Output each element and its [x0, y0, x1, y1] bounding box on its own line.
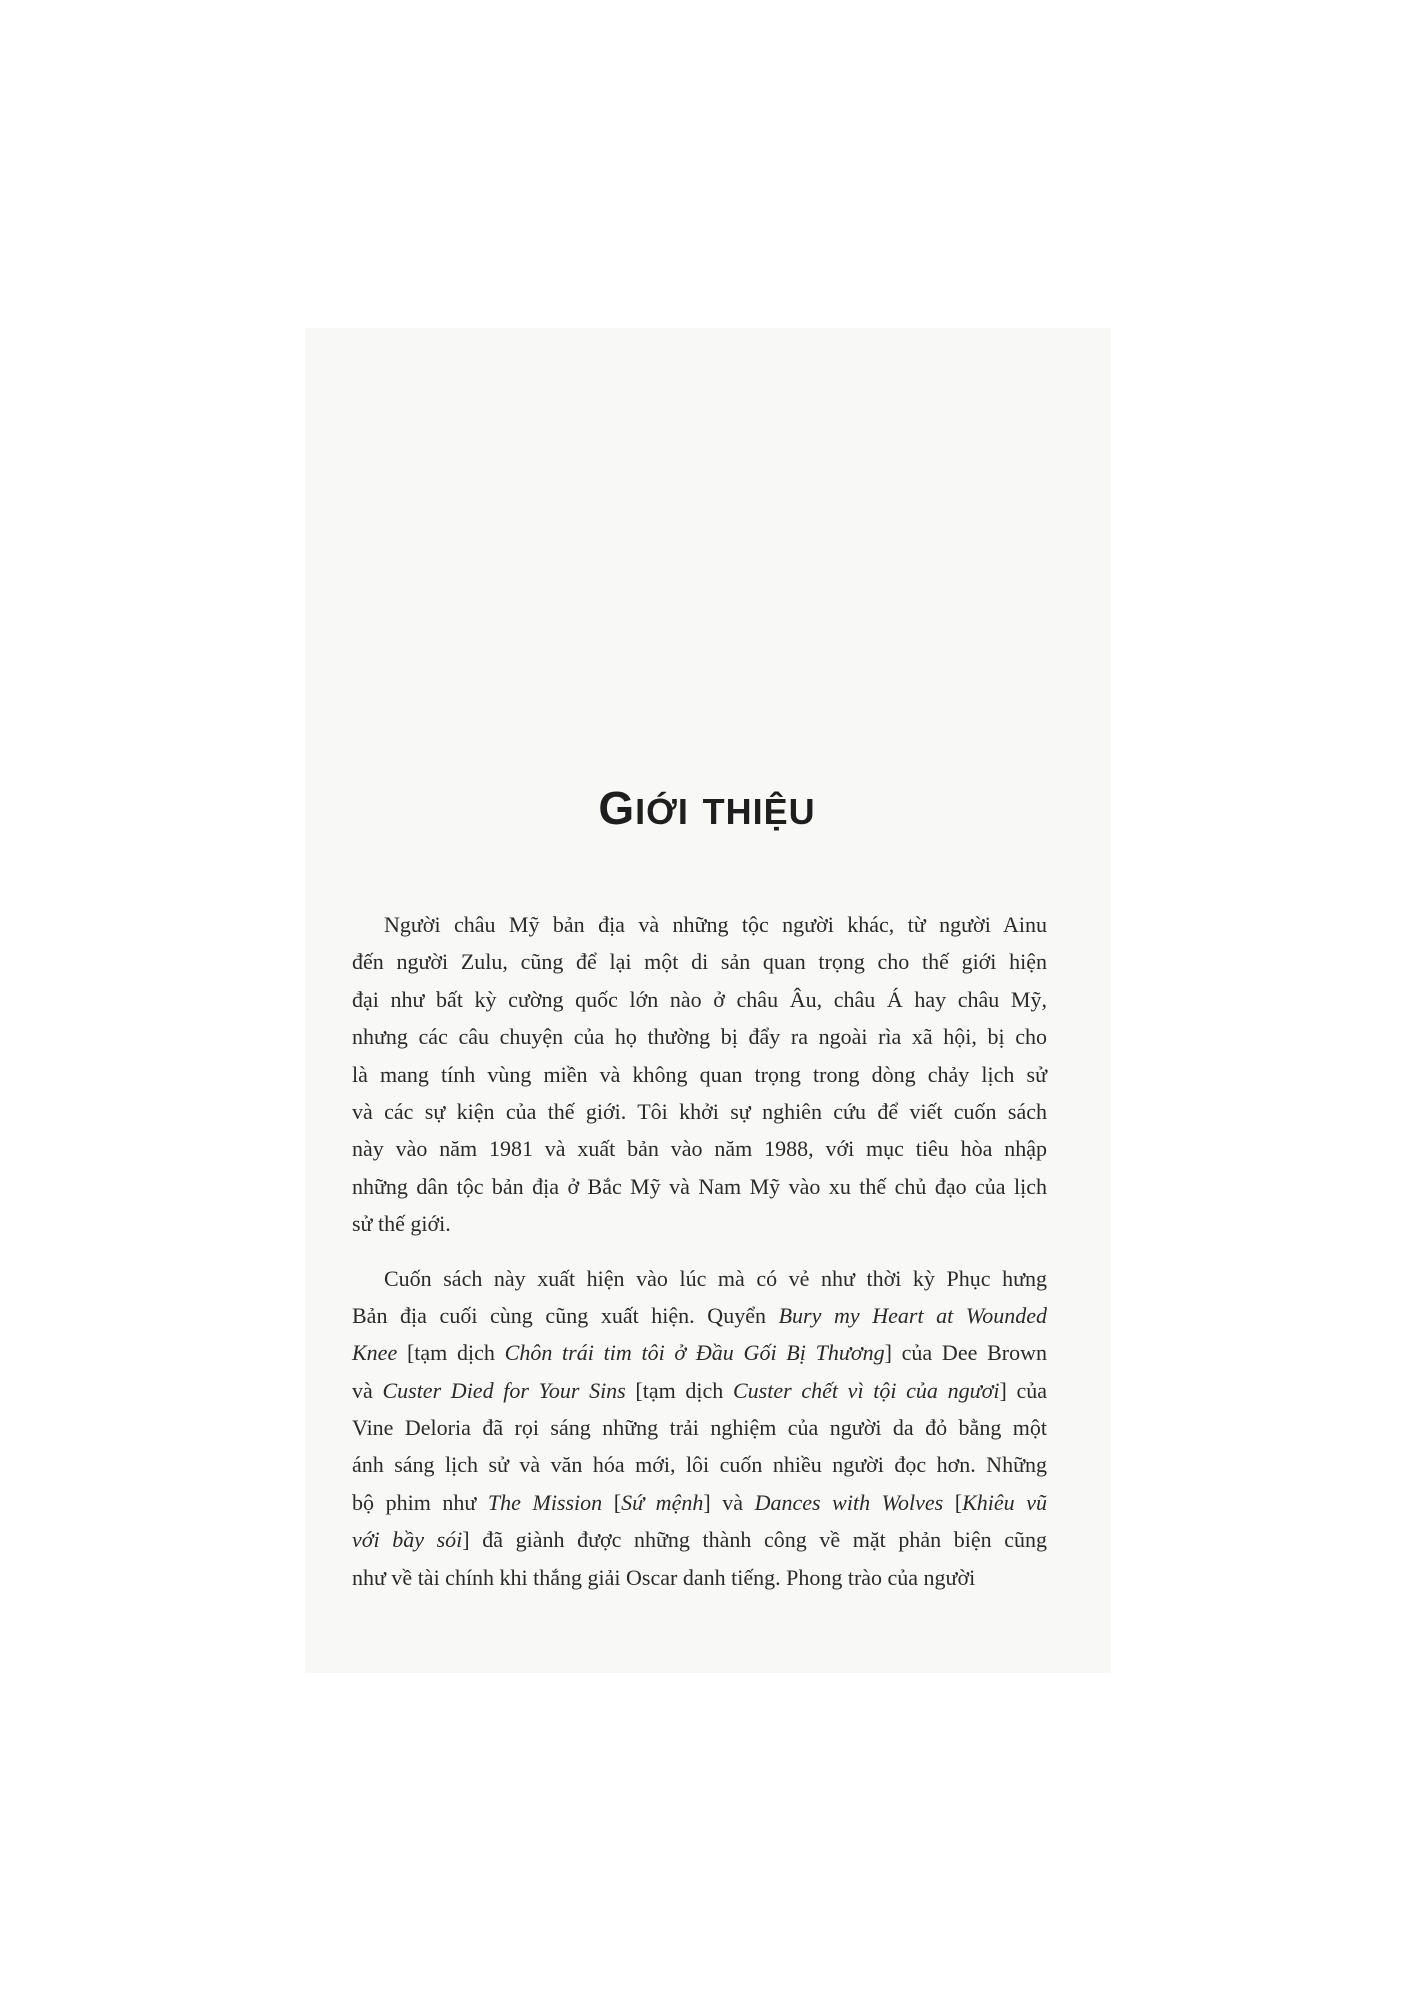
text-segment: bộ phim như	[352, 1489, 488, 1515]
text-line	[352, 1260, 1047, 1297]
text-segment: ] của	[999, 1377, 1047, 1403]
italic-text: Custer chết vì tội của ngươi	[733, 1377, 1000, 1403]
text-segment: Bản địa cuối cùng cũng xuất hiện. Quyển	[352, 1302, 779, 1328]
text-segment: ] của Dee Brown	[884, 1340, 1047, 1366]
text-line	[352, 1168, 1047, 1205]
text-segment: Vine Deloria đã rọi sáng những trải nghiệm của người da đỏ bằng một	[352, 1415, 1047, 1441]
text-line	[352, 1056, 1047, 1093]
chapter-title-word1-rest: IỚI	[635, 791, 689, 832]
text-segment: đến người Zulu, cũng để lại một di sản quan trọng cho thế giới hiện	[352, 949, 1047, 975]
text-segment: [	[943, 1489, 963, 1515]
text-line	[352, 1205, 1047, 1242]
text-segment: Người châu Mỹ bản địa và những tộc người khác, từ người Ainu	[384, 912, 1047, 937]
text-segment: sử thế giới.	[352, 1211, 451, 1237]
chapter-title-word2: THIỆU	[702, 791, 816, 832]
italic-text: Knee	[352, 1340, 398, 1366]
text-segment: như về tài chính khi thắng giải Oscar danh tiếng. Phong trào của người	[352, 1564, 976, 1590]
italic-text: Dances with Wolves	[754, 1489, 944, 1515]
text-line	[352, 1559, 1047, 1596]
text-line	[352, 1372, 1047, 1409]
text-segment: ] đã giành được những thành công về mặt phản biện cũng	[462, 1527, 1047, 1553]
text-segment: [tạm dịch	[397, 1340, 505, 1366]
text-line	[352, 1521, 1047, 1558]
text-segment: đại như bất kỳ cường quốc lớn nào ở châu Âu, châu Á hay châu Mỹ,	[352, 986, 1047, 1012]
text-line	[352, 1484, 1047, 1521]
italic-text: Sứ mệnh	[621, 1489, 704, 1515]
text-segment: [tạm dịch	[625, 1377, 733, 1403]
italic-text: Custer Died for Your Sins	[382, 1377, 626, 1403]
text-segment: những dân tộc bản địa ở Bắc Mỹ và Nam Mỹ vào xu thế chủ đạo của lịch	[352, 1173, 1047, 1199]
text-segment: ] và	[703, 1489, 755, 1515]
italic-text: Khiêu vũ	[962, 1489, 1047, 1515]
text-line	[352, 1093, 1047, 1130]
text-segment: và các sự kiện của thế giới. Tôi khởi sự nghiên cứu để viết cuốn sách	[352, 1098, 1047, 1124]
chapter-title	[0, 778, 1414, 842]
text-line	[352, 906, 1047, 943]
text-segment: nhưng các câu chuyện của họ thường bị đẩy ra ngoài rìa xã hội, bị cho	[352, 1024, 1047, 1050]
text-segment: Cuốn sách này xuất hiện vào lúc mà có vẻ như thời kỳ Phục hưng	[384, 1265, 1047, 1291]
text-line	[352, 1334, 1047, 1371]
text-segment: [	[602, 1489, 622, 1515]
text-line	[352, 1130, 1047, 1167]
paragraph	[352, 906, 1047, 1243]
chapter-title-initial: G	[598, 782, 636, 834]
text-segment: và	[352, 1377, 383, 1403]
italic-text: The Mission	[487, 1489, 603, 1515]
text-segment: là mang tính vùng miền và không quan trọng trong dòng chảy lịch sử	[352, 1061, 1047, 1087]
text-line	[352, 1446, 1047, 1483]
italic-text: Bury my Heart at Wounded	[778, 1302, 1047, 1328]
italic-text: với bầy sói	[352, 1527, 463, 1553]
text-line	[352, 981, 1047, 1018]
text-line	[352, 1297, 1047, 1334]
chapter-body	[352, 906, 1047, 1596]
text-line	[352, 943, 1047, 980]
text-segment: ánh sáng lịch sử và văn hóa mới, lôi cuốn nhiều người đọc hơn. Những	[352, 1452, 1047, 1478]
paragraph-gap	[352, 1243, 1047, 1260]
text-line	[352, 1409, 1047, 1446]
paragraph	[352, 1260, 1047, 1597]
text-line	[352, 1018, 1047, 1055]
text-segment: này vào năm 1981 và xuất bản vào năm 1988, với mục tiêu hòa nhập	[352, 1136, 1047, 1162]
italic-text: Chôn trái tim tôi ở Đầu Gối Bị Thương	[504, 1340, 885, 1366]
